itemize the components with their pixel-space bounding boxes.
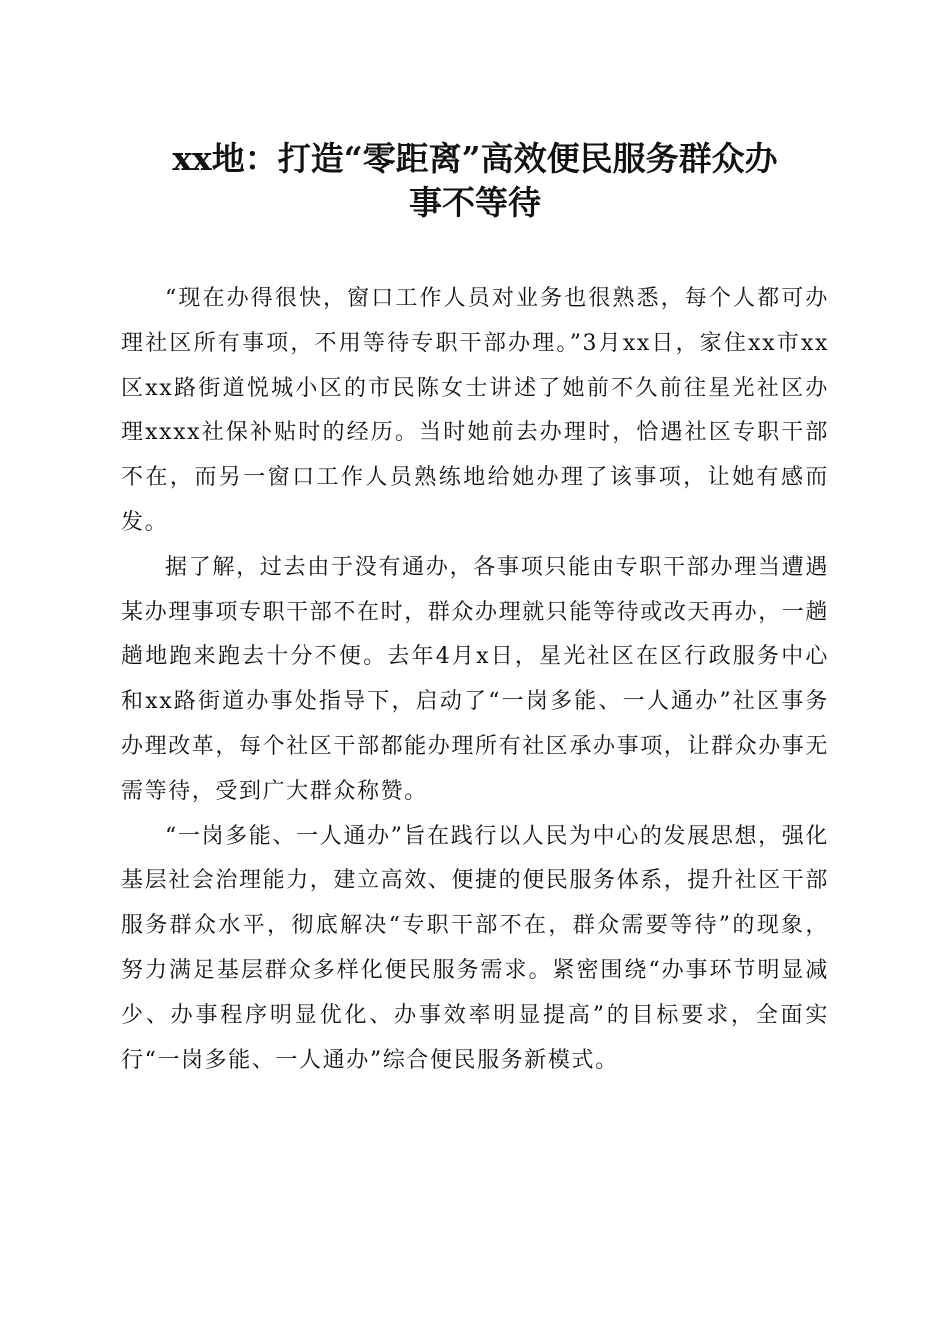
paragraph-2: 据了解，过去由于没有通办，各事项只能由专职干部办理当遭遇某办理事项专职干部不在时，群众办理就只能等待或改天再办，一趟趟地跑来跑去十分不便。去年4月x日，星光社区在区行政服务中心和xx路街道办事处指导下，启动了“一岗多能、一人通办”社区事务办理改革，每个社区干部都能办理所有社区承办事项，让群众办事无需等待，受到广大群众称赞。 (121, 554, 830, 804)
paragraph-3: “一岗多能、一人通办”旨在践行以人民为中心的发展思想，强化基层社会治理能力，建立高效、便捷的便民服务体系，提升社区干部服务群众水平，彻底解决“专职干部不在，群众需要等待”的现象，努力满足基层群众多样化便民服务需求。紧密围绕“办事环节明显减少、办事程序明显优化、办事效率明显提高”的目标要求，全面实行“一岗多能、一人通办”综合便民服务新模式。 (121, 823, 830, 1073)
article-body (121, 277, 829, 1083)
title-line-1: xx地：打造“零距离”高效便民服务群众办 (172, 139, 778, 178)
title-line-2: 事不等待 (409, 183, 541, 222)
paragraph-1: “现在办得很快，窗口工作人员对业务也很熟悉，每个人都可办理社区所有事项，不用等待专职干部办理。”3月xx日，家住xx市xx区xx路街道悦城小区的市民陈女士讲述了她前不久前往星光社区办理xxxx社保补贴时的经历。当时她前去办理时，恰遇社区专职干部不在，而另一窗口工作人员熟练地给她办理了该事项，让她有感而发。 (121, 286, 829, 535)
page-title (110, 137, 840, 225)
